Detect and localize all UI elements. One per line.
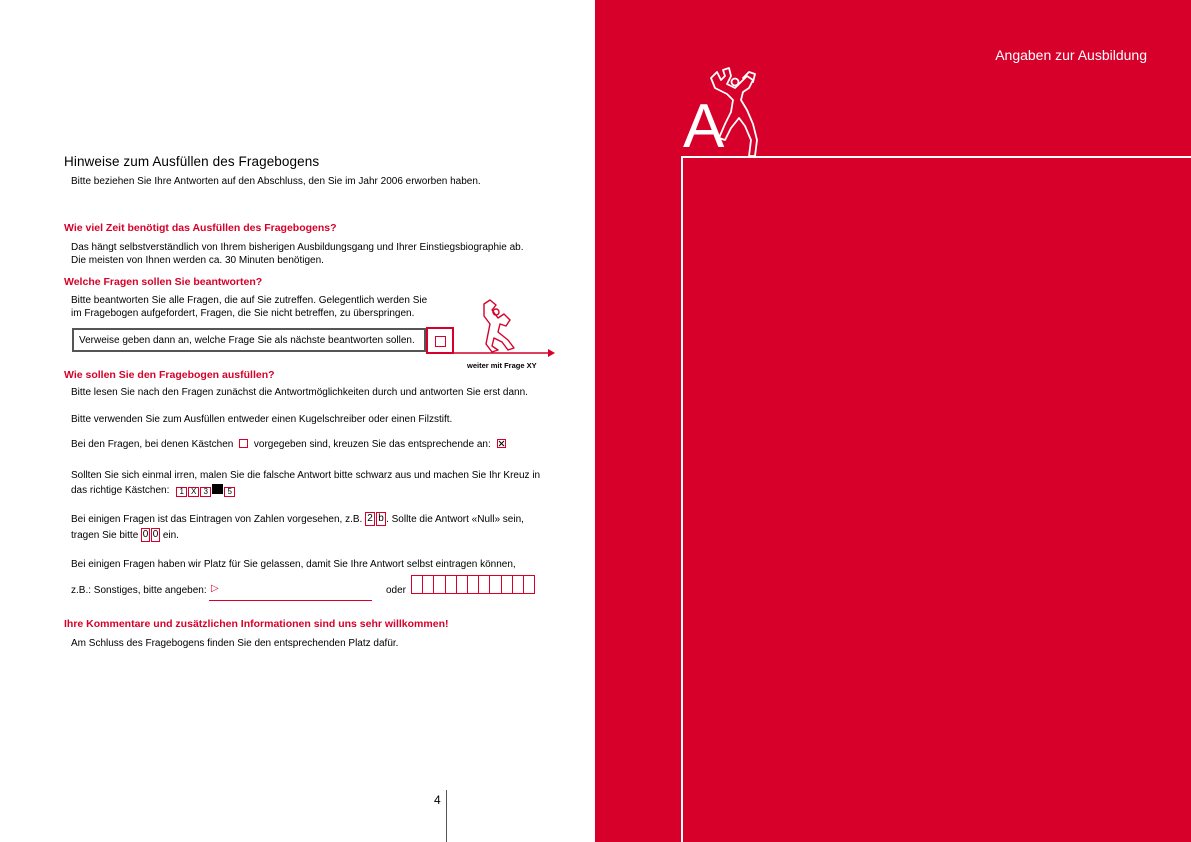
- section-questions-line2: im Fragebogen aufgefordert, Fragen, die Sie nicht betreffen, zu überspringen.: [71, 308, 415, 319]
- section-questions-line1: Bitte beantworten Sie alle Fragen, die auf Sie zutreffen. Gelegentlich werden Sie: [71, 295, 428, 306]
- char-box[interactable]: [446, 575, 457, 594]
- zero-example-boxes: [141, 528, 160, 542]
- p5-text-c: tragen Sie bitte: [71, 530, 139, 541]
- section-how-p5-line1: [71, 512, 524, 526]
- correction-box-5: 5: [224, 487, 235, 497]
- section-how-p5-line2: [71, 528, 179, 542]
- cross-mark-icon: [497, 439, 506, 448]
- frame-left-line: [681, 156, 683, 842]
- section-time-line1: Das hängt selbstverständlich von Ihrem bisherigen Ausbildungsgang und Ihrer Einstiegsbiographie ab.: [71, 242, 524, 253]
- char-box[interactable]: [490, 575, 501, 594]
- correction-box-2: X: [188, 487, 199, 497]
- section-comments-line1: Am Schluss des Fragebogens finden Sie den entsprechenden Platz dafür.: [71, 638, 399, 649]
- p5-text-b: . Sollte die Antwort «Null» sein,: [386, 514, 524, 525]
- section-letter: A: [683, 92, 725, 161]
- jumping-figure-icon: [705, 66, 775, 158]
- p4-text-b: das richtige Kästchen:: [71, 485, 170, 496]
- jumping-figure-arrow-icon: [452, 296, 556, 362]
- char-box[interactable]: [468, 575, 479, 594]
- example-crossed-checkbox: [497, 439, 506, 448]
- p3-text-b: vorgegeben sind, kreuzen Sie das entsprechende an:: [253, 439, 491, 450]
- char-entry-boxes[interactable]: [411, 575, 535, 594]
- number-example-box-2: b: [376, 512, 386, 526]
- char-box[interactable]: [524, 575, 535, 594]
- section-how-p6: Bei einigen Fragen haben wir Platz für Sie gelassen, damit Sie Ihre Antwort selbst eintragen können,: [71, 559, 516, 570]
- section-how-p4-line1: Sollten Sie sich einmal irren, malen Sie die falsche Antwort bitte schwarz aus und machen Sie Ihr Kreuz in: [71, 470, 541, 481]
- number-example-boxes: [365, 512, 386, 526]
- char-box[interactable]: [434, 575, 445, 594]
- section-heading-comments: Ihre Kommentare und zusätzlichen Informationen sind uns sehr willkommen!: [64, 618, 449, 630]
- other-specify-label: z.B.: Sonstiges, bitte angeben:: [71, 585, 207, 596]
- example-empty-checkbox: [239, 439, 248, 448]
- page-title: Hinweise zum Ausfüllen des Fragebogens: [64, 154, 320, 169]
- correction-box-filled: [212, 484, 223, 494]
- number-example-box-1: 2: [365, 512, 375, 526]
- entry-arrow-icon: ▷: [211, 583, 219, 594]
- section-how-p3: [71, 438, 506, 451]
- reference-checkbox-frame: [426, 327, 454, 354]
- char-box[interactable]: [513, 575, 524, 594]
- section-heading-how: Wie sollen Sie den Fragebogen ausfüllen?: [64, 369, 275, 381]
- correction-example-boxes: [176, 484, 235, 498]
- reference-checkbox[interactable]: [435, 336, 446, 347]
- section-time-line2: Die meisten von Ihnen werden ca. 30 Minuten benötigen.: [71, 255, 324, 266]
- or-label: oder: [386, 585, 407, 596]
- p5-text-a: Bei einigen Fragen ist das Eintragen von Zahlen vorgesehen, z.B.: [71, 514, 363, 525]
- char-box[interactable]: [457, 575, 468, 594]
- section-how-p4-line2: [71, 484, 235, 498]
- section-how-p1: Bitte lesen Sie nach den Fragen zunächst die Antwortmöglichkeiten durch und antworten Sie erst dann.: [71, 387, 528, 398]
- reference-box: [72, 328, 426, 352]
- page-number: 4: [434, 793, 441, 807]
- p3-text-a: Bei den Fragen, bei denen Kästchen: [71, 439, 234, 450]
- section-heading-time: Wie viel Zeit benötigt das Ausfüllen des Fragebogens?: [64, 222, 337, 234]
- section-how-p2: Bitte verwenden Sie zum Ausfüllen entweder einen Kugelschreiber oder einen Filzstift.: [71, 414, 453, 425]
- char-box[interactable]: [411, 575, 423, 594]
- reference-box-text: Verweise geben dann an, welche Frage Sie als nächste beantworten sollen.: [79, 335, 415, 346]
- right-page: [595, 0, 1191, 842]
- left-page: [0, 0, 595, 842]
- zero-box-1: 0: [142, 529, 149, 540]
- arrow-label: weiter mit Frage XY: [467, 361, 537, 370]
- p5-text-d: ein.: [162, 530, 179, 541]
- other-specify-input-line[interactable]: [209, 600, 372, 601]
- correction-box-1: 1: [176, 487, 187, 497]
- char-box[interactable]: [502, 575, 513, 594]
- char-box[interactable]: [423, 575, 434, 594]
- correction-box-3: 3: [200, 487, 211, 497]
- page-number-divider: [446, 790, 447, 842]
- intro-text: Bitte beziehen Sie Ihre Antworten auf den Abschluss, den Sie im Jahr 2006 erworben haben.: [71, 176, 481, 187]
- section-title: Angaben zur Ausbildung: [995, 47, 1147, 63]
- section-heading-questions: Welche Fragen sollen Sie beantworten?: [64, 276, 263, 288]
- zero-box-2: 0: [152, 529, 159, 540]
- char-box[interactable]: [479, 575, 490, 594]
